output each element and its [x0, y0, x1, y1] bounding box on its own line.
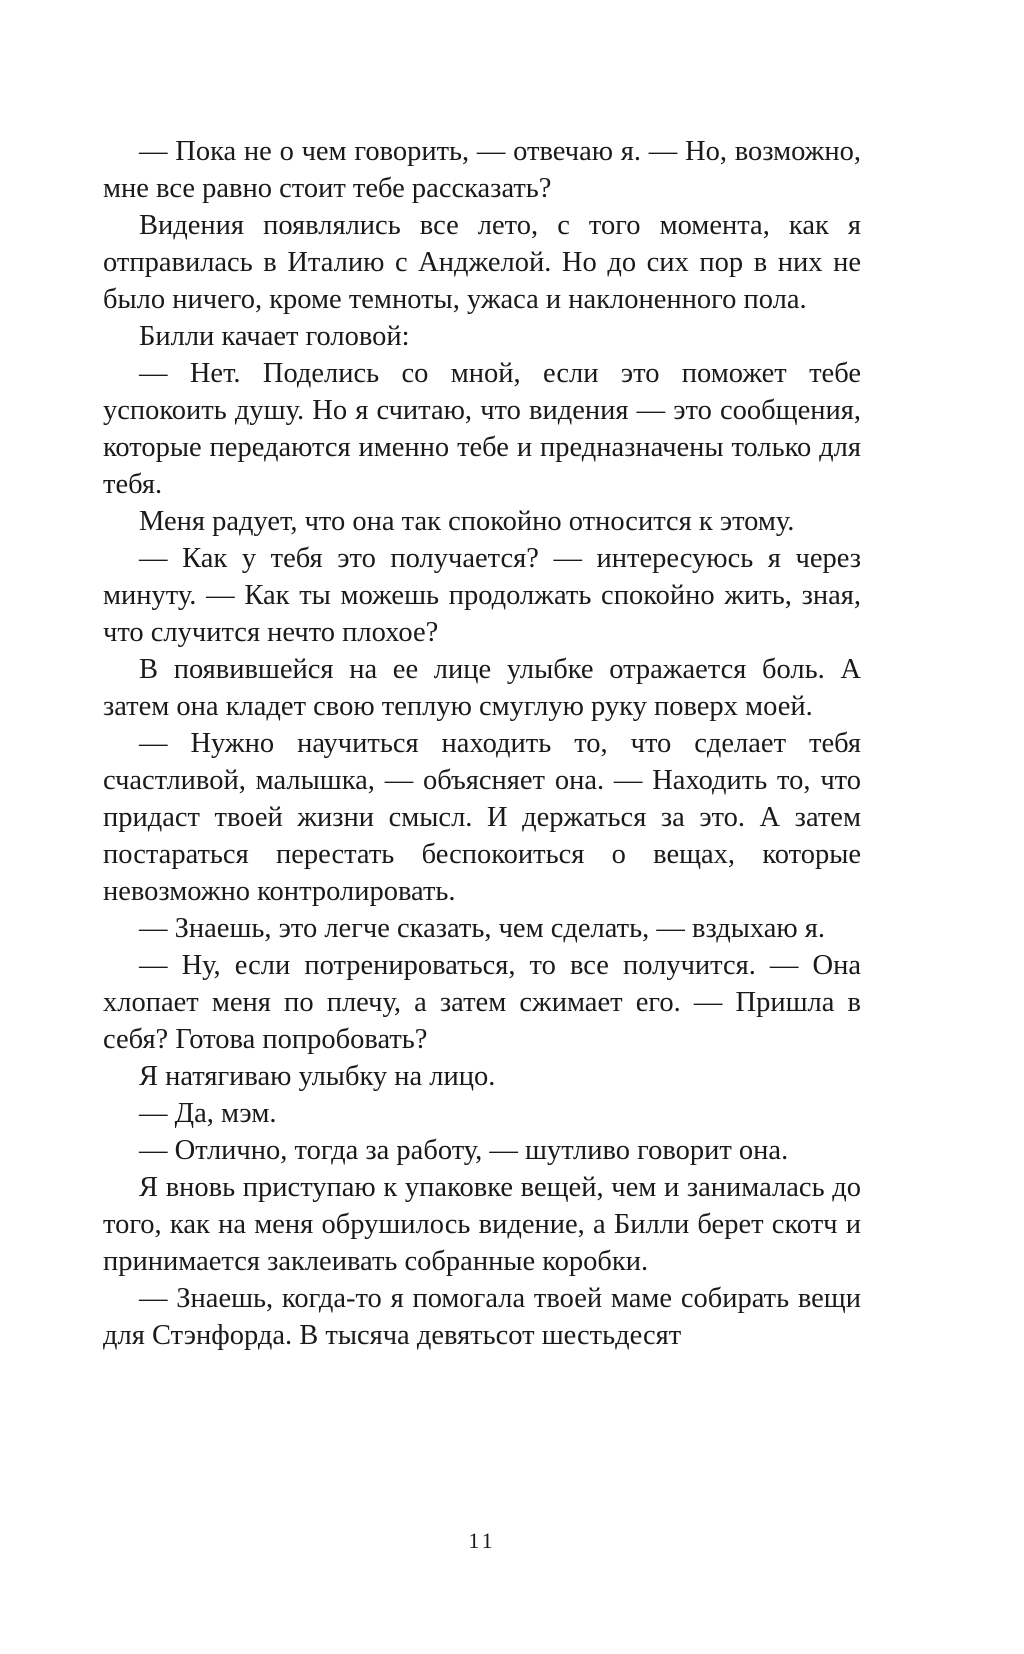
page-number: 11 — [468, 1528, 496, 1553]
paragraph: — Нет. Поделись со мной, если это поможет тебе успокоить душу. Но я считаю, что видения — это сообщения, которые передаются именно тебе и предназначены только для тебя. — [103, 358, 861, 500]
paragraph: — Отлично, тогда за работу, — шутливо говорит она. — [139, 1135, 789, 1166]
paragraph: Я вновь приступаю к упаковке вещей, чем и занималась до того, как на меня обрушилось видение, а Билли берет скотч и принимается заклеивать собранные коробки. — [103, 1172, 861, 1277]
paragraph: — Да, мэм. — [139, 1098, 277, 1129]
paragraph: Меня радует, что она так спокойно относится к этому. — [139, 506, 795, 537]
paragraph: — Ну, если потренироваться, то все получится. — Она хлопает меня по плечу, а затем сжимает его. — Пришла в себя? Готова попробовать? — [103, 950, 861, 1055]
paragraph: — Знаешь, когда-то я помогала твоей маме собирать вещи для Стэнфорда. В тысяча девятьсот шестьдесят — [103, 1283, 861, 1351]
paragraph: В появившейся на ее лице улыбке отражается боль. А затем она кладет свою теплую смуглую руку поверх моей. — [103, 654, 861, 722]
body-text — [103, 133, 861, 1354]
paragraph: — Как у тебя это получается? — интересуюсь я через минуту. — Как ты можешь продолжать спокойно жить, зная, что случится нечто плохое? — [103, 543, 861, 648]
paragraph: — Знаешь, это легче сказать, чем сделать, — вздыхаю я. — [139, 913, 826, 944]
paragraph: Видения появлялись все лето, с того момента, как я отправилась в Италию с Анджелой. Но до сих пор в них не было ничего, кроме темноты, ужаса и наклоненного пола. — [103, 210, 861, 315]
paragraph: Билли качает головой: — [139, 321, 410, 352]
paragraph: — Нужно научиться находить то, что сделает тебя счастливой, малышка, — объясняет она. — Находить то, что придаст твоей жизни смысл. И держаться за это. А затем постараться перестать беспокоиться о вещах, которые невозможно контролировать. — [103, 728, 861, 907]
paragraph: Я натягиваю улыбку на лицо. — [139, 1061, 496, 1092]
paragraph: — Пока не о чем говорить, — отвечаю я. — Но, возможно, мне все равно стоит тебе рассказать? — [103, 136, 861, 204]
